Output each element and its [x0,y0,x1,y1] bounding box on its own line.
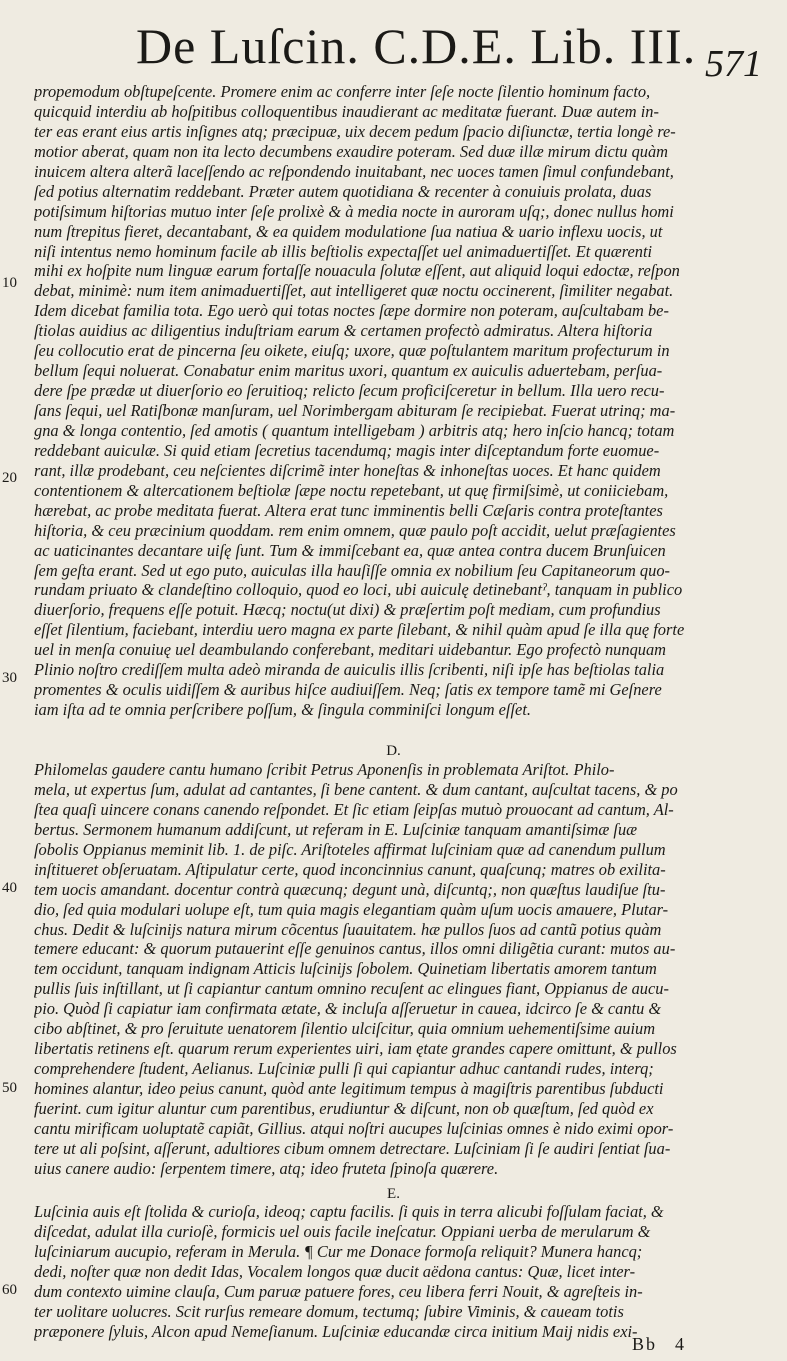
text-line: ſem geſta erant. Sed ut ego puto, auiculas illa hauſiſſe omnia ex nobilium ſeu Capitaneorum quo- [34,560,670,580]
text-line: Philomelas gaudere cantu humano ſcribit Petrus Aponenſis in problemata Ariſtot. Philo- [34,760,615,779]
text-line: diuerſorio, frequens eſſe potuit. Hæcq; noctu(ut dixi) & præſertim poſt mediam, cum profundius [34,600,661,620]
text-line: pullis ſuis inſtillant, ut ſi capiantur cantum omnino recuſent ac elingues fiant, Oppianus de aucu- [34,979,669,999]
text-line: ſans ſequi, uel Ratiſbonæ manſuram, uel Norimbergam abituram ſe recipiebat. Fuerat utrinq; ma- [34,401,676,420]
text-block-d [34,760,774,1179]
text-line: ter eas erant eius artis inſignes atq; præcipuæ, uix decem pedum ſpacio diſiunctæ, tertia longè re- [34,121,676,141]
page-number: 571 [705,43,762,85]
text-line: mela, ut expertus ſum, adulat ad cantantes, ſi bene cantent. & dum cantant, auſcultat tacens, & po [34,779,678,799]
text-line: chus. Dedit & luſcinijs natura mirum cõcentus ſuauitatem. hæ pullos ſuos ad cantũ potius quàm [34,919,662,939]
line-number: 30 [2,670,17,686]
text-line: ſtiolas auidius ac diligentius induſtriam earum & certamen profectò admiratus. Altera hiſtoria [34,321,653,341]
text-line: ſtea quaſi uincere conans canendo reſpondet. Et ſic etiam ſeipſas mutuò prouocant ad cantum, Al- [34,799,674,819]
text-line: hiſtoria, & ceu præcinium quoddam. rem enim omnem, quæ paulo poſt accidit, uelut præſagientes [34,520,676,540]
text-line: diſcedat, adulat illa curioſè, formicis uel ouis facile ineſcatur. Oppiani uerba de merularum & [34,1221,651,1241]
line-number: 50 [2,1080,17,1096]
text-line: dere ſpe prædæ ut diuerſorio eo ſeruitioq; relicto ſecum proficiſceretur in bellum. Illa uero recu- [34,381,665,401]
text-line: bertus. Sermonem humanum addiſcunt, ut referam in E. Luſciniæ tanquam amantiſsimæ ſuæ [34,819,638,839]
text-line: ſeu collocutio erat de pincerna ſeu oikete, eiuſq; uxore, quæ poſtulantem maritum profecturum in [34,341,670,361]
text-line: tem occidunt, tanquam indignam Atticis luſcinijs ſobolem. Quinetiam libertatis amorem tantum [34,959,657,979]
text-line: mihi ex hoſpite num linguæ earum fortaſſe nouacula ſolutæ eſſent, aut aliquid loqui edoctæ, reſpon [34,261,680,281]
text-line: motior aberat, quam non ita lecto decumbens exaudire poteram. Sed duæ illæ mirum dictu quàm [34,141,669,161]
line-number: 60 [2,1282,17,1298]
text-block-e [34,1202,774,1342]
text-line: tem uocis amandant. docentur contrà quæcunq; degunt unà, diſcuntq;, non quæſtus laudiſue ſtu- [34,879,666,899]
text-line: ſed potius alternatim reddebant. Præter autem quotidiana & recenter à conuiuis prolata, duas [34,181,652,201]
text-line: ac uaticinantes decantare uiſę ſunt. Tum & immiſcebant ea, quæ antea contra ducem Brunſuicen [34,540,666,560]
text-line: dum contexto uimine clauſa, Cum paruæ patuere fores, ceu libera ferri Nouit, & agreſteis in- [34,1281,643,1301]
text-line: Plinio noſtro crediſſem multa adeò miranda de auiculis illis ſcribenti, niſi ipſe has beſtiolas talia [34,660,665,680]
text-line: reddebant auiculæ. Si quid etiam ſecretius tacendumq; magis inter diſceptandum forte euomue- [34,440,660,460]
text-line: debat, minimè: num item animaduertiſſet, aut intelligeret quæ noctu occinerent, ſimiliter negabat. [34,281,674,301]
text-line: luſciniarum aucupio, referam in Merula. ¶ Cur me Donace formoſa reliquit? Munera hancq; [34,1241,643,1261]
text-line: dio, ſed quia modulari uolupe eſt, tum quia magis elegantiam quàm uſum uocis amauere, Plutar- [34,899,669,919]
running-head [0,12,787,92]
text-line: præponere ſyluis, Alcon apud Nemeſianum. Luſciniæ educandæ circa initium Maij nidis exi- [34,1321,638,1341]
text-line: dedi, noſter quæ non dedit Idas, Vocalem longos quæ ducit aëdona cantus: Quæ, licet inter- [34,1261,636,1281]
text-line: homines alantur, ideo peius canunt, quòd ante legitimum tempus à magiſtris parentibus ſubducti [34,1079,664,1098]
section-heading-d: D. [386,743,401,759]
text-line: quicquid interdiu ab hoſpitibus colloquentibus inaudierant ac meditatæ fuerant. Duæ autem in- [34,101,659,121]
signature-letters: Bb [632,1334,658,1354]
text-line: promentes & oculis uidiſſem & auribus hiſce audiuiſſem. Neq; ſatis ex tempore tamẽ mi Geſnere [34,680,662,700]
text-line: inuicem altera alterã laceſſendo ac reſpondendo inuitabant, nec uoces tamen ſimul confundebant, [34,161,674,181]
text-line: comprehendere ſtudent, Aelianus. Luſciniæ pulli ſi qui capiantur adhuc cantandi rudes, interq; [34,1059,654,1079]
text-line: Luſcinia auis eſt ſtolida & curioſa, ideoq; captu facilis. ſi quis in terra alicubi foſſulam faciat, & [34,1202,664,1221]
text-line: tere ut ali poſsint, aſſerunt, adultiores cibum omnem detrectare. Luſciniam ſi ſe audiri ſentiat ſua- [34,1138,671,1158]
text-line: potiſsimum hiſtorias mutuo inter ſeſe prolixè & à media nocte in auroram uſq;, donec nullus homi [34,201,674,221]
text-line: Idem dicebat familia tota. Ego uerò qui totas noctes ſæpe dormire non poteram, auſcultabam be- [34,301,669,321]
text-line: num ſtrepitus fieret, decantabant, & ea quidem modulatione ſua natiua & uario inflexu uocis, ut [34,221,663,241]
text-line: eſſet ſilentium, faciebant, interdiu uero magna ex parte ſilebant, & nihil quàm apud ſe illa quę forte [34,620,685,640]
text-line: uel in menſa conuiuę uel deambulando conferebant, meditari uidebantur. Ego profectò nunquam [34,640,666,660]
text-line: ſobolis Oppianus meminit lib. 1. de piſc. Ariſtoteles affirmat luſciniam quæ ad canendum pullum [34,839,666,859]
text-line: uius canere audio: ſerpentem timere, atq; ideo fruteta ſpinoſa quærere. [34,1158,499,1178]
text-line: iam iſta ad te omnia perſcribere poſſum, & ſingula comminiſci longum eſſet. [34,700,531,720]
line-number: 20 [2,470,17,486]
text-line: bellum ſequi noluerat. Conabatur enim maritus uxori, quantum ex auiculis aduertebam, perſua- [34,361,663,381]
text-line: hærebat, ac probe meditata fuerat. Altera erat tunc imminentis belli Cæſaris contra proteſtantes [34,500,663,520]
text-line: contentionem & altercationem beſtiolæ ſæpe noctu repetebant, ut quę firmiſsimè, ut coniiciebam, [34,480,669,500]
signature-mark [632,1334,686,1355]
text-line: temere educant: & quorum putauerint eſſe genuinos cantus, illos omni diligẽtia curant: mutos au- [34,939,676,959]
signature-number: 4 [675,1334,687,1354]
text-line: rant, illæ prodebant, ceu neſcientes diſcrimẽ inter honeſtas & inhoneſtas uoces. Et hanc quidem [34,460,661,480]
text-line: gna & longa contentio, ſed amotis ( quantum intelligebam ) arbitris atq; hero inſcio hancq; totam [34,420,675,440]
text-line: niſi intentus nemo hominum facile ab illis beſtiolis expectaſſet uel animaduertiſſet. Et quærenti [34,241,653,261]
text-line: propemodum obſtupeſcente. Promere enim ac conferre inter ſeſe nocte ſilentio hominum facto, [34,82,651,101]
text-line: ter uolitare uolucres. Scit rurſus remeare domum, tectumq; ſubire Viminis, & caueam totis [34,1301,624,1321]
text-line: inſtitueret obſeruatam. Aſtipulatur certe, quod inconcinnius canunt, quaſcunq; matres ob exilita- [34,859,666,879]
text-line: libertatis retinens eſt. quarum rerum experientes uiri, iam ętate grandes capere omittunt, & pullos [34,1039,677,1059]
text-line: pio. Quòd ſi capiatur iam confirmata ætate, & incluſa aſſeruetur in cauea, idcirco ſe & cantu & [34,999,662,1019]
line-number: 10 [2,275,17,291]
running-title: De Luſcin. C.D.E. Lib. III. [136,18,697,74]
text-line: rundam priuato & clandeſtino colloquio, quod eo loci, ubi auiculę detinebantˀ, tanquam in publico [34,580,683,600]
text-line: cibo abſtinet, & pro ſeruitute uenatorem ſilentio ulciſcitur, quia omnium uehementiſsime auium [34,1019,656,1039]
section-heading-e: E. [387,1186,400,1202]
text-block-c [34,82,774,720]
line-number: 40 [2,880,17,896]
text-line: fuerint. cum igitur aluntur cum parentibus, erudiuntur & diſcunt, non ob quæſtum, ſed quòd ex [34,1098,654,1118]
text-line: cantu mirificam uoluptatẽ capiãt, Gillius. atqui noſtri aucupes luſcinias omnes è nido eximi opor- [34,1118,674,1138]
